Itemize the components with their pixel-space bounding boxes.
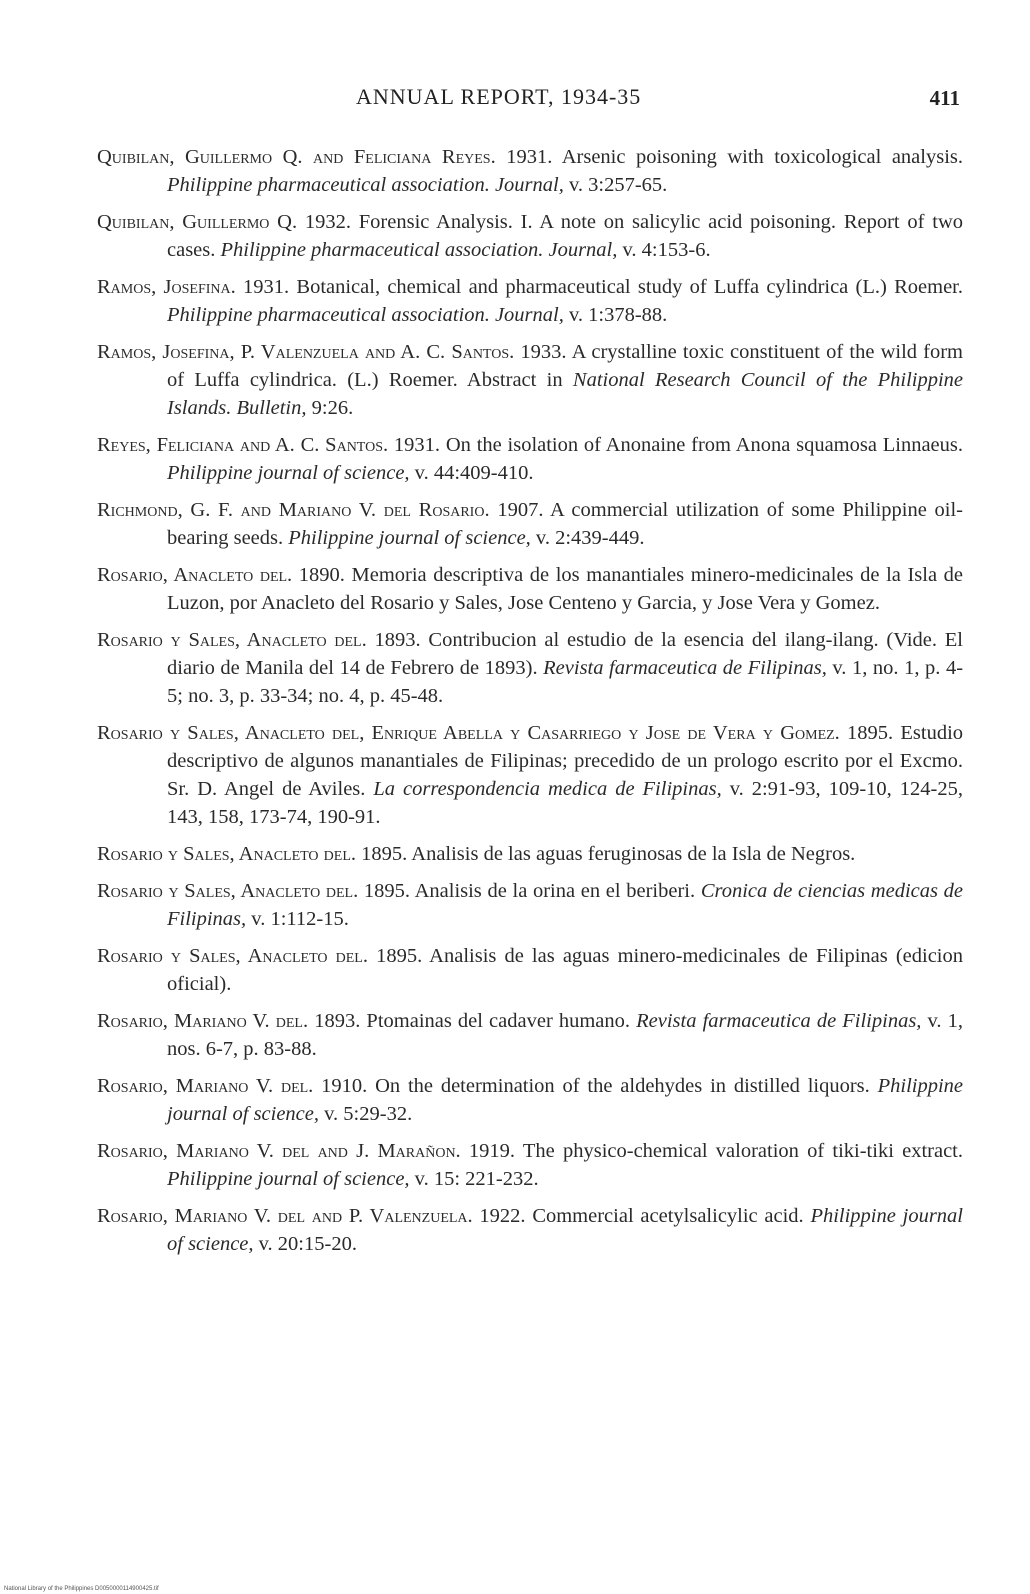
entry-journal: National Research Council of the Philippine Islands. Bulletin,: [167, 369, 964, 419]
entry-title: On the isolation of Anonaine from Anona squamosa Linnaeus.: [445, 434, 964, 456]
entry-author: Rosario, Mariano V. del and J. Marañon.: [97, 1140, 461, 1162]
bibliography-entry: [97, 431, 963, 487]
entry-author: Rosario y Sales, Anacleto del.: [97, 843, 357, 865]
entry-author: Rosario y Sales, Anacleto del, Enrique Abella y Casarriego y Jose de Vera y Gomez.: [97, 722, 840, 744]
entry-year: 1931.: [506, 146, 553, 168]
entry-year: 1907.: [497, 499, 544, 521]
entry-journal: Revista farmaceutica de Filipinas,: [543, 657, 827, 679]
entry-year: 1895.: [361, 843, 408, 865]
entry-year: 1895.: [363, 880, 411, 902]
entry-journal: Philippine pharmaceutical association. Journal,: [167, 174, 564, 196]
entry-year: 1932.: [304, 211, 351, 233]
entry-author: Rosario, Mariano V. del.: [97, 1075, 314, 1097]
entry-journal: Philippine journal of science,: [288, 527, 531, 549]
entry-ref: v. 1:112-15.: [251, 908, 349, 930]
entry-journal: Philippine journal of science,: [167, 1205, 963, 1255]
entry-author: Rosario, Mariano V. del and P. Valenzuela.: [97, 1205, 473, 1227]
entry-author: Quibilan, Guillermo Q. and Feliciana Reyes.: [97, 146, 496, 168]
entry-author: Ramos, Josefina.: [97, 276, 236, 298]
entry-title: Contribucion al estudio de la esencia del ilang-ilang. (Vide. El diario de Manila del 14 de Febrero de 1893).: [167, 629, 963, 679]
entry-year: 1895.: [847, 722, 894, 744]
entry-journal: Philippine journal of science,: [167, 1168, 410, 1190]
entry-journal: La correspondencia medica de Filipinas,: [373, 778, 722, 800]
entry-title: Memoria descriptiva de los manantiales minero-medicinales de la Isla de Luzon, por Anacleto del Rosario y Sales, Jose Centeno y Garcia, y Jose Vera y Gomez.: [167, 564, 963, 614]
scan-footer: National Library of the Philippines D0050000114900425.tif: [4, 1586, 159, 1592]
bibliography-entry: [97, 719, 963, 831]
entry-ref: v. 44:409-410.: [414, 462, 534, 484]
entry-author: Reyes, Feliciana and A. C. Santos.: [97, 434, 389, 456]
page-number: 411: [929, 86, 960, 110]
entry-title: Forensic Analysis. I. A note on salicylic acid poisoning. Report of two cases.: [167, 211, 964, 261]
entry-ref: v. 1, nos. 6-7, p. 83-88.: [167, 1010, 964, 1060]
entry-title: On the determination of the aldehydes in distilled liquors.: [375, 1075, 870, 1097]
entry-year: 1931.: [393, 434, 441, 456]
entry-ref: v. 20:15-20.: [258, 1233, 357, 1255]
entry-year: 1933.: [520, 341, 567, 363]
entry-author: Rosario y Sales, Anacleto del.: [97, 880, 359, 902]
bibliography-entry: [97, 561, 963, 617]
entry-ref: v. 1, no. 1, p. 4-5; no. 3, p. 33-34; no. 4, p. 45-48.: [167, 657, 964, 707]
entry-author: Ramos, Josefina, P. Valenzuela and A. C. Santos.: [97, 341, 515, 363]
entry-ref: v. 5:29-32.: [324, 1103, 413, 1125]
entry-ref: v. 1:378-88.: [568, 304, 668, 326]
entry-year: 1919.: [468, 1140, 516, 1162]
entry-ref: 9:26.: [311, 397, 354, 419]
entry-title: Analisis de la orina en el beriberi.: [414, 880, 696, 902]
entry-author: Rosario y Sales, Anacleto del.: [97, 945, 368, 967]
entry-ref: v. 4:153-6.: [622, 239, 711, 261]
entry-journal: Revista farmaceutica de Filipinas,: [636, 1010, 922, 1032]
bibliography-list: [97, 143, 963, 1267]
entry-title: A commercial utilization of some Philippine oil-bearing seeds.: [167, 499, 963, 549]
entry-journal: Philippine pharmaceutical association. Journal,: [220, 239, 618, 261]
entry-year: 1890.: [298, 564, 345, 586]
bibliography-entry: [97, 338, 963, 422]
entry-journal: Philippine journal of science,: [167, 462, 410, 484]
bibliography-entry: [97, 626, 963, 710]
entry-title: Commercial acetylsalicylic acid.: [532, 1205, 804, 1227]
entry-year: 1895.: [376, 945, 423, 967]
entry-year: 1931.: [243, 276, 290, 298]
entry-journal: Philippine pharmaceutical association. Journal,: [167, 304, 564, 326]
entry-title: Analisis de las aguas feruginosas de la Isla de Negros.: [411, 843, 856, 865]
bibliography-entry: [97, 840, 963, 868]
entry-year: 1893.: [374, 629, 421, 651]
bibliography-entry: [97, 1072, 963, 1128]
entry-year: 1893.: [314, 1010, 361, 1032]
bibliography-entry: [97, 1007, 963, 1063]
bibliography-entry: [97, 208, 963, 264]
bibliography-entry: [97, 143, 963, 199]
entry-title: Botanical, chemical and pharmaceutical study of Luffa cylindrica (L.) Roemer.: [296, 276, 963, 298]
entry-author: Rosario y Sales, Anacleto del.: [97, 629, 367, 651]
entry-title: Analisis de las aguas minero-medicinales de Filipinas (edicion oficial).: [167, 945, 963, 995]
bibliography-entry: [97, 496, 963, 552]
entry-year: 1910.: [321, 1075, 368, 1097]
entry-title: Estudio descriptivo de algunos manantiales de Filipinas; precedido de un prologo escrito por el Excmo. Sr. D. Angel de Aviles.: [167, 722, 964, 800]
entry-author: Richmond, G. F. and Mariano V. del Rosario.: [97, 499, 490, 521]
bibliography-entry: [97, 273, 963, 329]
entry-ref: v. 2:439-449.: [535, 527, 645, 549]
bibliography-entry: [97, 877, 963, 933]
entry-year: 1922.: [479, 1205, 526, 1227]
entry-ref: v. 3:257-65.: [568, 174, 668, 196]
entry-title: Arsenic poisoning with toxicological analysis.: [561, 146, 964, 168]
bibliography-entry: [97, 1202, 963, 1258]
entry-journal: Cronica de ciencias medicas de Filipinas,: [167, 880, 964, 930]
bibliography-entry: [97, 1137, 963, 1193]
entry-title: A crystalline toxic constituent of the wild form of Luffa cylindrica. (L.) Roemer. Abstract in: [167, 341, 964, 391]
page-header: [0, 84, 1030, 120]
running-title: ANNUAL REPORT, 1934-35: [356, 84, 642, 109]
entry-journal: Philippine journal of science,: [167, 1075, 964, 1125]
entry-title: The physico-chemical valoration of tiki-tiki extract.: [522, 1140, 963, 1162]
entry-author: Rosario, Anacleto del.: [97, 564, 293, 586]
entry-ref: v. 2:91-93, 109-10, 124-25, 143, 158, 173-74, 190-91.: [167, 778, 963, 828]
bibliography-entry: [97, 942, 963, 998]
entry-author: Rosario, Mariano V. del.: [97, 1010, 309, 1032]
entry-author: Quibilan, Guillermo Q.: [97, 211, 298, 233]
entry-title: Ptomainas del cadaver humano.: [366, 1010, 631, 1032]
entry-ref: v. 15: 221-232.: [414, 1168, 539, 1190]
